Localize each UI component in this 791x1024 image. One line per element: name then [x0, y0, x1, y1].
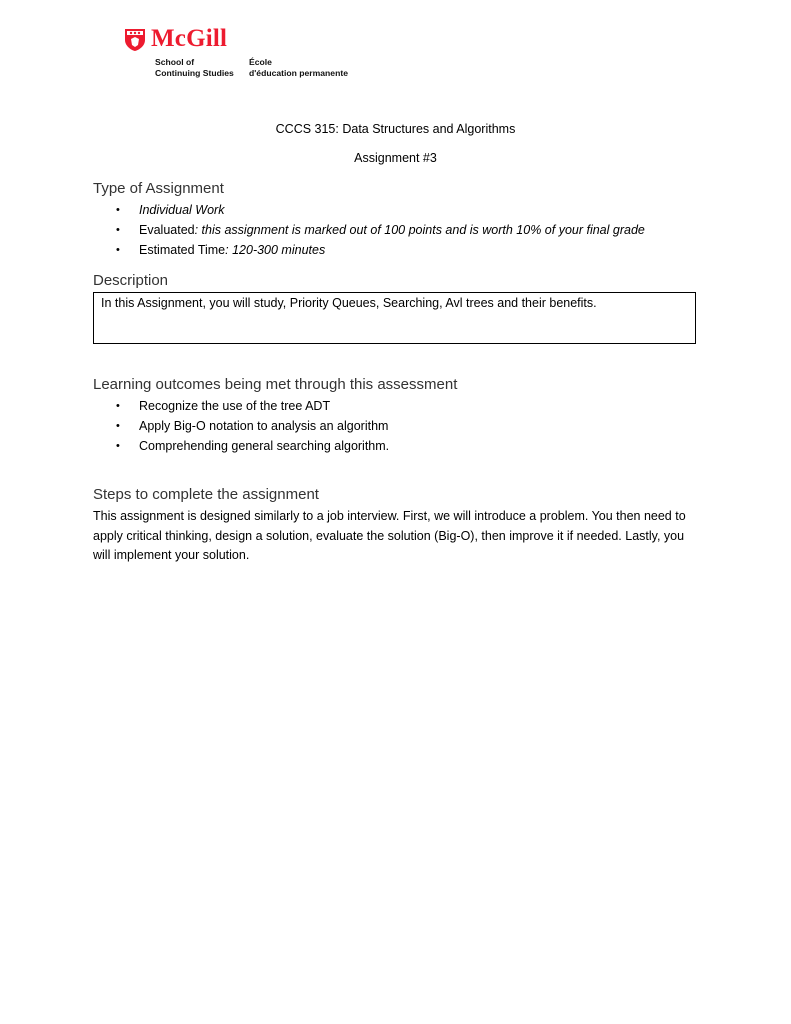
item-label: Evaluated	[139, 222, 195, 237]
type-of-assignment-list	[93, 201, 645, 260]
bullet-icon: •	[116, 204, 120, 216]
list-item	[93, 221, 645, 241]
item-detail: : 120-300 minutes	[225, 242, 326, 257]
item-detail: Individual Work	[139, 203, 225, 217]
learning-outcomes-heading: Learning outcomes being met through this assessment	[93, 376, 458, 393]
logo-school-fr	[249, 57, 348, 79]
list-item	[93, 437, 389, 457]
course-title: CCCS 315: Data Structures and Algorithms	[275, 122, 516, 136]
assignment-number: Assignment #3	[354, 151, 437, 165]
item-label: Estimated Time	[139, 242, 226, 257]
logo-school-en-line2: Continuing Studies	[155, 68, 234, 78]
list-item	[93, 397, 389, 417]
description-box	[93, 292, 696, 344]
bullet-icon: •	[116, 419, 120, 432]
outcome-text: Comprehending general searching algorithm.	[139, 438, 390, 453]
description-text: In this Assignment, you will study, Priority Queues, Searching, Avl trees and their benefits.	[101, 296, 597, 310]
mcgill-logo	[124, 26, 364, 82]
bullet-icon: •	[116, 400, 120, 412]
bullet-icon: •	[116, 243, 120, 256]
logo-school-en	[155, 57, 234, 79]
type-of-assignment-heading: Type of Assignment	[93, 180, 224, 197]
item-detail: : this assignment is marked out of 100 points and is worth 10% of your final grade	[194, 222, 645, 237]
logo-wordmark: McGill	[151, 25, 228, 52]
steps-heading: Steps to complete the assignment	[93, 486, 319, 503]
outcome-text: Apply Big-O notation to analysis an algorithm	[139, 418, 389, 433]
description-heading: Description	[93, 272, 169, 289]
list-item	[93, 241, 645, 261]
bullet-icon: •	[116, 223, 120, 236]
list-item	[93, 201, 645, 221]
outcome-text: Recognize the use of the tree ADT	[139, 399, 331, 413]
logo-school-fr-line1: École	[249, 57, 272, 67]
logo-school-fr-line2: d'éducation permanente	[249, 68, 348, 78]
list-item	[93, 417, 389, 437]
steps-paragraph: This assignment is designed similarly to a job interview. First, we will introduce a problem. You then need to apply critical thinking, design a solution, evaluate the solution (Big-O), then improve it if needed. Lastly, you will implement your solution.	[93, 509, 686, 562]
mcgill-crest-icon	[124, 28, 146, 52]
bullet-icon: •	[116, 439, 120, 452]
learning-outcomes-list	[93, 397, 389, 456]
logo-school-en-line1: School of	[155, 57, 195, 67]
